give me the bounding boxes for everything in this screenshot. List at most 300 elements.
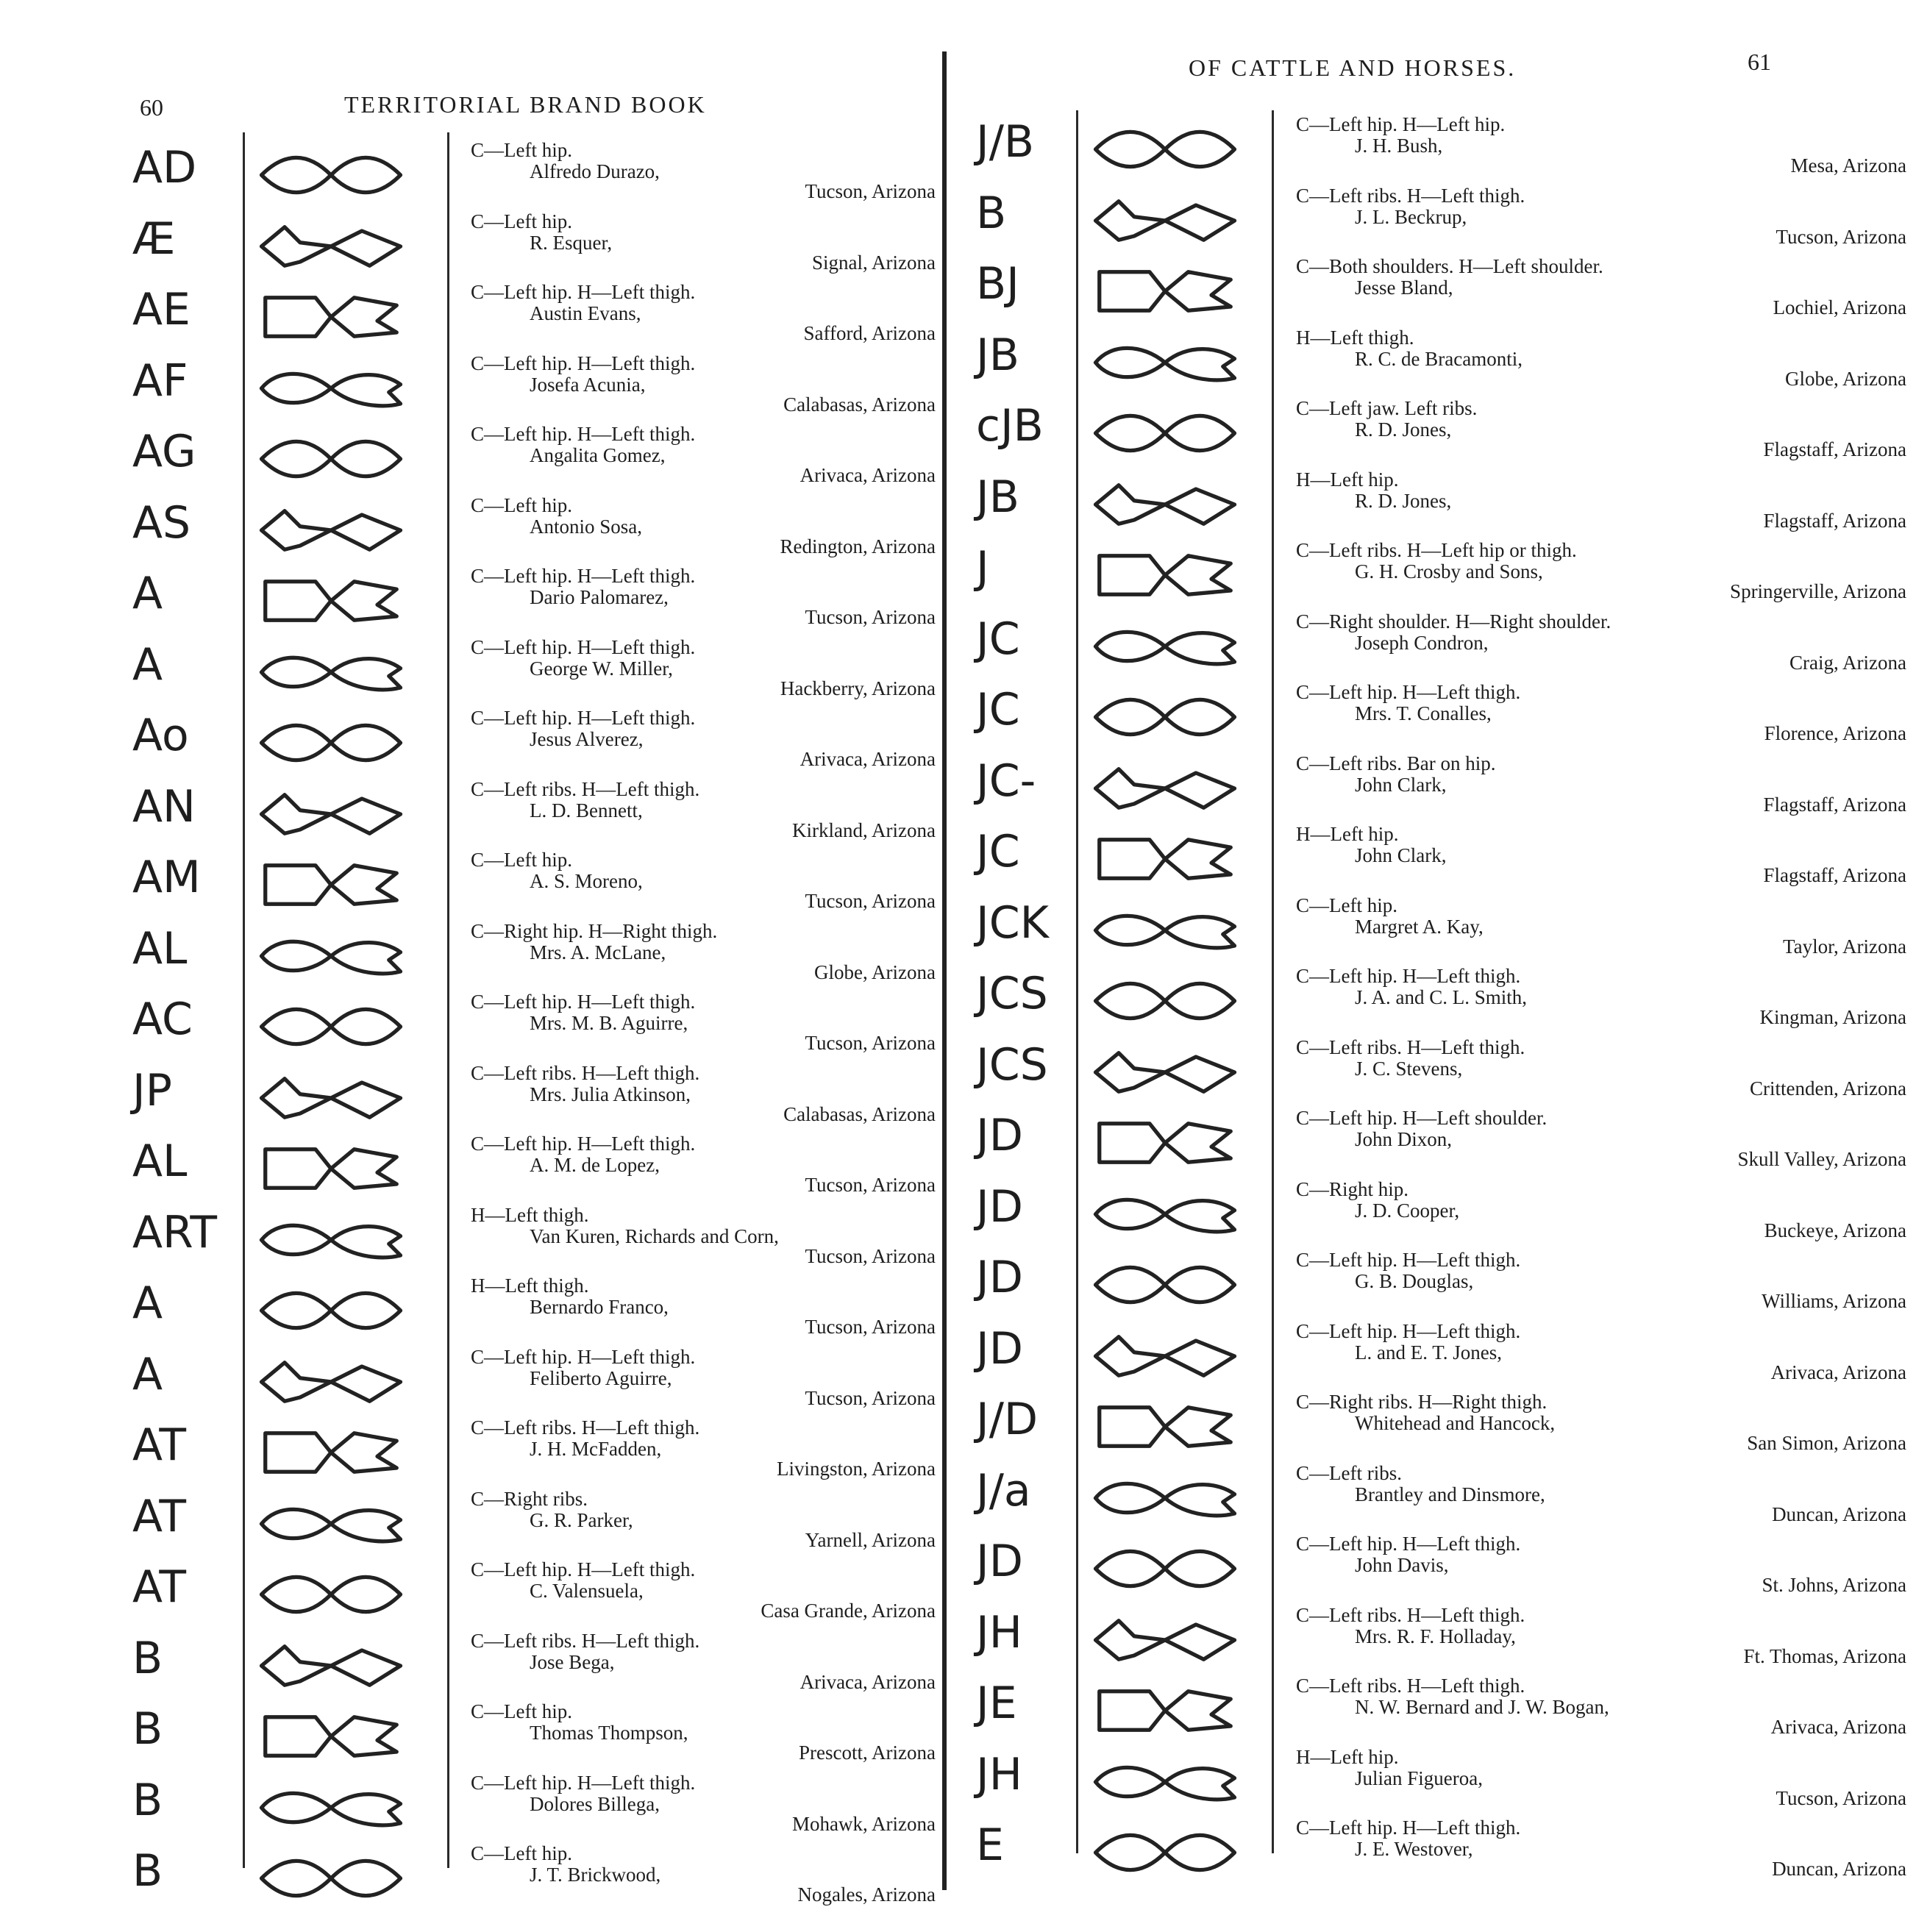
brand-entry: [947, 1817, 1916, 1889]
owner-name: G. H. Crosby and Sons,: [1355, 560, 1543, 582]
brand-mark-letters: AL: [132, 922, 188, 974]
owner-place: Livingston, Arizona: [777, 1458, 936, 1480]
brand-entry: [947, 682, 1916, 753]
brand-entry: [0, 282, 942, 353]
owner-name: Joseph Condron,: [1355, 631, 1489, 654]
brand-record: [1296, 682, 1906, 748]
brand-diagram: [254, 1638, 408, 1694]
brand-diagram: [254, 786, 408, 842]
brand-record: [1296, 185, 1906, 252]
brand-diagram: [1088, 1115, 1242, 1171]
brand-mark-letters: AL: [132, 1136, 188, 1187]
brand-entry: [947, 753, 1916, 824]
brand-entry: [947, 1108, 1916, 1179]
brand-diagram: [1088, 547, 1242, 603]
brand-record: [1296, 1179, 1906, 1245]
brand-entry: [0, 1205, 942, 1276]
brand-mark-letters: JCS: [976, 1038, 1048, 1091]
brand-record: [1296, 1321, 1906, 1387]
brand-location: C—Left hip. H—Left thigh.: [471, 635, 696, 658]
brand-entry: [0, 991, 942, 1063]
owner-name: Dolores Billega,: [530, 1792, 660, 1815]
brand-location: C—Left hip. H—Left thigh.: [1296, 1249, 1521, 1271]
brand-location: C—Left ribs. H—Left thigh.: [471, 777, 700, 800]
owner-name: Mrs. T. Conalles,: [1355, 702, 1492, 724]
brand-diagram: [254, 431, 408, 487]
brand-record: [471, 1417, 936, 1483]
brand-location: C—Left ribs. H—Left thigh.: [1296, 1675, 1525, 1697]
owner-name: A. S. Moreno,: [530, 870, 643, 892]
brand-location: C—Left hip. H—Left thigh.: [471, 352, 696, 374]
brand-location: C—Left hip. H—Left thigh.: [1296, 965, 1521, 987]
brand-record: [1296, 256, 1906, 322]
owner-name: Mrs. A. McLane,: [530, 941, 666, 963]
brand-diagram: [1088, 1541, 1242, 1597]
brand-location: C—Left hip.: [471, 849, 572, 871]
brand-record: [471, 1063, 936, 1129]
owner-place: Arivaca, Arizona: [799, 464, 936, 486]
brand-entry: [947, 114, 1916, 185]
owner-place: Nogales, Arizona: [797, 1883, 936, 1906]
brand-diagram: [254, 147, 408, 203]
owner-place: Tucson, Arizona: [805, 1174, 936, 1196]
brand-record: [471, 779, 936, 845]
owner-place: Tucson, Arizona: [1776, 1786, 1906, 1809]
owner-name: R. Esquer,: [530, 231, 613, 254]
brand-record: [1296, 1037, 1906, 1103]
owner-name: G. R. Parker,: [530, 1508, 633, 1531]
brand-record: [1296, 1533, 1906, 1600]
brand-mark-letters: AT: [132, 1419, 187, 1471]
brand-diagram: [254, 715, 408, 771]
brand-location: C—Right hip. H—Right thigh.: [471, 919, 718, 942]
brand-mark-letters: J/B: [976, 116, 1035, 168]
owner-name: Van Kuren, Richards and Corn,: [530, 1225, 779, 1247]
brand-diagram: [254, 1070, 408, 1126]
left-running-head: TERRITORIAL BRAND BOOK: [344, 91, 707, 118]
brand-diagram: [1088, 1754, 1242, 1810]
brand-location: C—Left jaw. Left ribs.: [1296, 397, 1478, 419]
brand-diagram: [1088, 477, 1242, 532]
brand-diagram: [1088, 121, 1242, 177]
brand-entry: [0, 1701, 942, 1772]
brand-mark-letters: cJB: [976, 400, 1044, 452]
brand-record: [471, 707, 936, 774]
brand-record: [1296, 966, 1906, 1032]
brand-location: C—Left hip. H—Left thigh.: [471, 281, 696, 303]
owner-name: L. and E. T. Jones,: [1355, 1341, 1502, 1364]
brand-mark-letters: B: [132, 1703, 163, 1755]
brand-diagram: [254, 1425, 408, 1480]
owner-place: Lochiel, Arizona: [1773, 296, 1906, 318]
brand-entry: [947, 1747, 1916, 1818]
brand-mark-letters: J/a: [976, 1464, 1031, 1516]
brand-location: C—Left ribs.: [1296, 1461, 1402, 1484]
brand-entry: [947, 540, 1916, 611]
owner-name: R. C. de Bracamonti,: [1355, 347, 1523, 370]
owner-name: Mrs. M. B. Aguirre,: [530, 1012, 688, 1034]
owner-place: Yarnell, Arizona: [805, 1528, 936, 1551]
owner-name: J. E. Westover,: [1355, 1838, 1473, 1860]
brand-entry: [947, 1533, 1916, 1605]
brand-record: [471, 921, 936, 987]
owner-name: C. Valensuela,: [530, 1580, 644, 1602]
brand-entry: [0, 637, 942, 708]
brand-mark-letters: AN: [132, 780, 196, 833]
owner-place: San Simon, Arizona: [1747, 1432, 1906, 1454]
brand-record: [1296, 1605, 1906, 1671]
brand-diagram: [254, 360, 408, 416]
left-page: [0, 0, 942, 1932]
brand-location: C—Left ribs. H—Left thigh.: [471, 1629, 700, 1652]
owner-name: J. H. Bush,: [1355, 135, 1443, 157]
owner-place: Arivaca, Arizona: [1770, 1361, 1906, 1383]
brand-mark-letters: JD: [976, 1322, 1023, 1375]
owner-name: Feliberto Aguirre,: [530, 1366, 672, 1389]
owner-name: J. T. Brickwood,: [530, 1864, 661, 1886]
brand-record: [1296, 398, 1906, 464]
brand-diagram: [254, 1566, 408, 1622]
owner-name: Jesse Bland,: [1355, 277, 1453, 299]
brand-location: H—Left thigh.: [471, 1275, 589, 1297]
brand-diagram: [1088, 619, 1242, 674]
brand-record: [471, 991, 936, 1058]
brand-record: [1296, 753, 1906, 819]
brand-location: C—Left hip. H—Left hip.: [1296, 113, 1506, 135]
brand-record: [1296, 1250, 1906, 1316]
brand-entry: [0, 707, 942, 779]
brand-location: H—Left thigh.: [1296, 326, 1414, 349]
owner-place: Taylor, Arizona: [1783, 935, 1906, 958]
brand-record: [1296, 824, 1906, 890]
brand-mark-letters: J/D: [976, 1394, 1039, 1445]
brand-entry: [0, 1417, 942, 1489]
owner-place: Springerville, Arizona: [1730, 580, 1906, 602]
brand-entry: [0, 1772, 942, 1844]
brand-diagram: [254, 999, 408, 1055]
brand-location: C—Left ribs. H—Left hip or thigh.: [1296, 539, 1577, 561]
brand-location: C—Left ribs. H—Left thigh.: [471, 1416, 700, 1439]
owner-place: Safford, Arizona: [803, 322, 936, 344]
owner-name: J. L. Beckrup,: [1355, 205, 1467, 228]
brand-diagram: [254, 1708, 408, 1764]
brand-diagram: [1088, 902, 1242, 958]
brand-entry: [947, 1605, 1916, 1676]
brand-entry: [947, 1391, 1916, 1463]
owner-name: J. H. McFadden,: [530, 1438, 662, 1460]
brand-mark-letters: B: [132, 1845, 163, 1897]
brand-mark-letters: JC: [976, 684, 1020, 735]
right-page-number: 61: [1748, 49, 1771, 75]
brand-record: [1296, 1817, 1906, 1883]
brand-diagram: [254, 644, 408, 700]
brand-mark-letters: JB: [976, 329, 1019, 381]
owner-name: Whitehead and Hancock,: [1355, 1412, 1556, 1434]
brand-entry: [947, 327, 1916, 399]
owner-place: Mohawk, Arizona: [792, 1812, 936, 1835]
owner-name: Mrs. Julia Atkinson,: [530, 1083, 691, 1105]
brand-mark-letters: JE: [976, 1678, 1017, 1729]
owner-place: Tucson, Arizona: [805, 180, 936, 202]
brand-record: [471, 637, 936, 703]
brand-location: C—Left hip. H—Left thigh.: [471, 423, 696, 445]
owner-place: Prescott, Arizona: [799, 1742, 936, 1764]
brand-mark-letters: B: [976, 187, 1007, 239]
owner-name: Julian Figueroa,: [1355, 1767, 1483, 1789]
brand-record: [471, 1772, 936, 1839]
brand-diagram: [254, 1850, 408, 1906]
brand-diagram: [1088, 1825, 1242, 1881]
brand-mark-letters: AM: [132, 852, 201, 903]
brand-record: [471, 211, 936, 277]
brand-mark-letters: B: [132, 1632, 163, 1684]
brand-mark-letters: AS: [132, 496, 191, 549]
brand-record: [471, 1489, 936, 1555]
brand-record: [1296, 540, 1906, 606]
brand-location: C—Right ribs. H—Right thigh.: [1296, 1391, 1548, 1413]
owner-place: Tucson, Arizona: [805, 1386, 936, 1409]
brand-diagram: [1088, 335, 1242, 391]
brand-record: [471, 1347, 936, 1413]
brand-location: C—Left ribs. H—Left thigh.: [1296, 1035, 1525, 1058]
brand-mark-letters: JD: [976, 1536, 1023, 1587]
brand-mark-letters: E: [976, 1819, 1004, 1871]
owner-place: Flagstaff, Arizona: [1763, 864, 1906, 886]
brand-diagram: [254, 1141, 408, 1197]
owner-place: Mesa, Arizona: [1790, 154, 1906, 177]
brand-mark-letters: JD: [976, 1110, 1023, 1161]
brand-mark-letters: JB: [976, 471, 1019, 523]
brand-record: [471, 495, 936, 561]
brand-location: C—Left ribs. H—Left thigh.: [471, 1061, 700, 1084]
brand-record: [471, 140, 936, 206]
owner-name: L. D. Bennett,: [530, 799, 643, 821]
owner-name: Jose Bega,: [530, 1650, 615, 1673]
brand-diagram: [254, 218, 408, 274]
brand-record: [471, 566, 936, 632]
brand-diagram: [254, 1212, 408, 1268]
brand-location: C—Left hip.: [1296, 894, 1397, 916]
brand-record: [1296, 469, 1906, 535]
brand-mark-letters: A: [132, 638, 163, 691]
brand-diagram: [1088, 760, 1242, 816]
brand-mark-letters: B: [132, 1774, 163, 1826]
brand-diagram: [1088, 973, 1242, 1029]
brand-entry: [0, 495, 942, 566]
brand-location: C—Left hip. H—Left thigh.: [1296, 1817, 1521, 1839]
brand-diagram: [254, 1780, 408, 1836]
brand-record: [471, 424, 936, 490]
owner-name: Austin Evans,: [530, 302, 641, 324]
brand-mark-letters: JH: [976, 1748, 1022, 1800]
owner-place: Kingman, Arizona: [1759, 1006, 1906, 1028]
brand-diagram: [1088, 1044, 1242, 1100]
brand-entry: [0, 140, 942, 211]
brand-mark-letters: J: [976, 542, 989, 593]
brand-diagram: [1088, 831, 1242, 887]
owner-place: Flagstaff, Arizona: [1763, 793, 1906, 816]
brand-entry: [947, 1321, 1916, 1392]
brand-diagram: [1088, 1683, 1242, 1739]
brand-mark-letters: AC: [132, 994, 193, 1045]
owner-name: J. D. Cooper,: [1355, 1199, 1460, 1222]
brand-location: C—Left ribs. H—Left thigh.: [1296, 184, 1525, 207]
brand-diagram: [1088, 689, 1242, 745]
owner-name: John Clark,: [1355, 844, 1447, 866]
brand-record: [1296, 1391, 1906, 1458]
brand-entry: [0, 424, 942, 495]
owner-place: Redington, Arizona: [780, 535, 936, 557]
brand-location: C—Left hip. H—Left thigh.: [1296, 681, 1521, 703]
brand-entry: [0, 849, 942, 921]
brand-location: C—Left ribs. Bar on hip.: [1296, 752, 1496, 774]
brand-location: C—Right ribs.: [471, 1487, 588, 1510]
brand-record: [1296, 1463, 1906, 1529]
owner-place: Arivaca, Arizona: [799, 1670, 936, 1693]
brand-location: H—Left hip.: [1296, 823, 1399, 845]
brand-record: [1296, 114, 1906, 180]
owner-place: Casa Grande, Arizona: [761, 1600, 936, 1622]
brand-diagram: [254, 289, 408, 345]
owner-place: Crittenden, Arizona: [1750, 1077, 1906, 1099]
brand-entry: [0, 921, 942, 992]
brand-entry: [947, 966, 1916, 1037]
owner-place: Globe, Arizona: [814, 960, 936, 983]
brand-mark-letters: AF: [132, 354, 188, 407]
owner-name: R. D. Jones,: [1355, 489, 1452, 512]
owner-name: Alfredo Durazo,: [530, 160, 660, 182]
owner-name: R. D. Jones,: [1355, 418, 1452, 441]
brand-record: [1296, 1675, 1906, 1742]
owner-name: John Davis,: [1355, 1554, 1449, 1576]
brand-entry: [947, 1250, 1916, 1321]
brand-entry: [947, 185, 1916, 257]
brand-entry: [0, 779, 942, 850]
owner-name: G. B. Douglas,: [1355, 1270, 1474, 1292]
owner-place: Duncan, Arizona: [1772, 1503, 1906, 1525]
owner-name: Antonio Sosa,: [530, 515, 643, 538]
owner-name: Mrs. R. F. Holladay,: [1355, 1625, 1516, 1647]
brand-diagram: [254, 1496, 408, 1552]
owner-place: Tucson, Arizona: [805, 890, 936, 912]
owner-name: John Clark,: [1355, 773, 1447, 796]
owner-name: J. A. and C. L. Smith,: [1355, 986, 1528, 1008]
brand-location: C—Right hip.: [1296, 1177, 1409, 1200]
brand-mark-letters: AG: [132, 426, 196, 477]
left-page-number: 60: [140, 94, 163, 121]
brand-location: C—Left hip.: [471, 1842, 572, 1864]
brand-entry: [947, 824, 1916, 895]
brand-entry: [0, 1489, 942, 1560]
brand-mark-letters: A: [132, 568, 163, 619]
brand-diagram: [254, 1283, 408, 1339]
brand-entry: [947, 895, 1916, 966]
brand-location: C—Left hip.: [471, 493, 572, 516]
owner-place: Tucson, Arizona: [805, 1244, 936, 1267]
brand-entry: [0, 1843, 942, 1914]
brand-location: H—Left hip.: [1296, 468, 1399, 491]
brand-location: C—Left hip. H—Left thigh.: [471, 565, 696, 587]
brand-record: [471, 1559, 936, 1625]
brand-diagram: [254, 928, 408, 984]
brand-entry: [947, 1037, 1916, 1108]
brand-location: H—Left thigh.: [471, 1203, 589, 1226]
brand-mark-letters: AD: [132, 142, 197, 193]
brand-record: [471, 1205, 936, 1271]
brand-location: C—Left hip. H—Left thigh.: [471, 1771, 696, 1794]
brand-mark-letters: AT: [132, 1561, 187, 1613]
owner-place: Duncan, Arizona: [1772, 1858, 1906, 1880]
brand-diagram: [254, 857, 408, 913]
brand-location: H—Left hip.: [1296, 1745, 1399, 1768]
owner-place: Tucson, Arizona: [805, 606, 936, 628]
brand-diagram: [254, 1354, 408, 1410]
brand-record: [471, 1701, 936, 1767]
brand-entry: [0, 1559, 942, 1630]
brand-location: C—Left hip.: [471, 1700, 572, 1722]
owner-place: St. Johns, Arizona: [1762, 1574, 1906, 1596]
owner-name: Josefa Acunia,: [530, 373, 646, 396]
brand-record: [471, 849, 936, 916]
brand-mark-letters: JD: [976, 1252, 1023, 1303]
brand-location: C—Left hip. H—Left thigh.: [471, 1558, 696, 1580]
brand-entry: [947, 1463, 1916, 1534]
brand-diagram: [1088, 1257, 1242, 1313]
brand-diagram: [1088, 193, 1242, 249]
owner-place: Calabasas, Arizona: [783, 1102, 936, 1125]
brand-mark-letters: JH: [976, 1606, 1022, 1658]
brand-entry: [947, 398, 1916, 469]
owner-name: Thomas Thompson,: [530, 1722, 688, 1744]
brand-diagram: [1088, 1186, 1242, 1242]
brand-record: [1296, 611, 1906, 677]
brand-location: C—Left hip. H—Left thigh.: [1296, 1319, 1521, 1342]
owner-place: Florence, Arizona: [1764, 722, 1906, 744]
brand-mark-letters: JC: [976, 826, 1020, 877]
brand-location: C—Left hip. H—Left shoulder.: [1296, 1107, 1548, 1129]
brand-mark-letters: Æ: [132, 213, 176, 265]
right-page: [947, 0, 1916, 1932]
brand-mark-letters: JP: [132, 1064, 172, 1116]
owner-name: Margret A. Kay,: [1355, 915, 1484, 938]
owner-place: Globe, Arizona: [1785, 367, 1906, 390]
owner-name: Bernardo Franco,: [530, 1296, 669, 1318]
brand-entry: [947, 611, 1916, 682]
owner-place: Tucson, Arizona: [805, 1316, 936, 1338]
brand-record: [471, 353, 936, 419]
owner-name: George W. Miller,: [530, 657, 673, 680]
brand-entry: [0, 1630, 942, 1702]
owner-place: Tucson, Arizona: [1776, 225, 1906, 248]
brand-location: C—Left hip. H—Left thigh.: [471, 991, 696, 1013]
brand-diagram: [1088, 405, 1242, 461]
brand-mark-letters: AE: [132, 284, 190, 335]
owner-place: Williams, Arizona: [1762, 1290, 1906, 1312]
owner-place: Arivaca, Arizona: [799, 748, 936, 770]
brand-mark-letters: JC: [976, 613, 1020, 665]
brand-entry: [0, 1347, 942, 1418]
brand-record: [1296, 1747, 1906, 1813]
brand-mark-letters: JCS: [976, 968, 1048, 1019]
brand-entry: [947, 1675, 1916, 1747]
brand-diagram: [1088, 1399, 1242, 1455]
brand-record: [471, 1843, 936, 1909]
brand-entry: [0, 1063, 942, 1134]
brand-diagram: [254, 573, 408, 629]
owner-name: Dario Palomarez,: [530, 586, 669, 608]
brand-entry: [0, 211, 942, 282]
owner-name: J. C. Stevens,: [1355, 1057, 1463, 1080]
